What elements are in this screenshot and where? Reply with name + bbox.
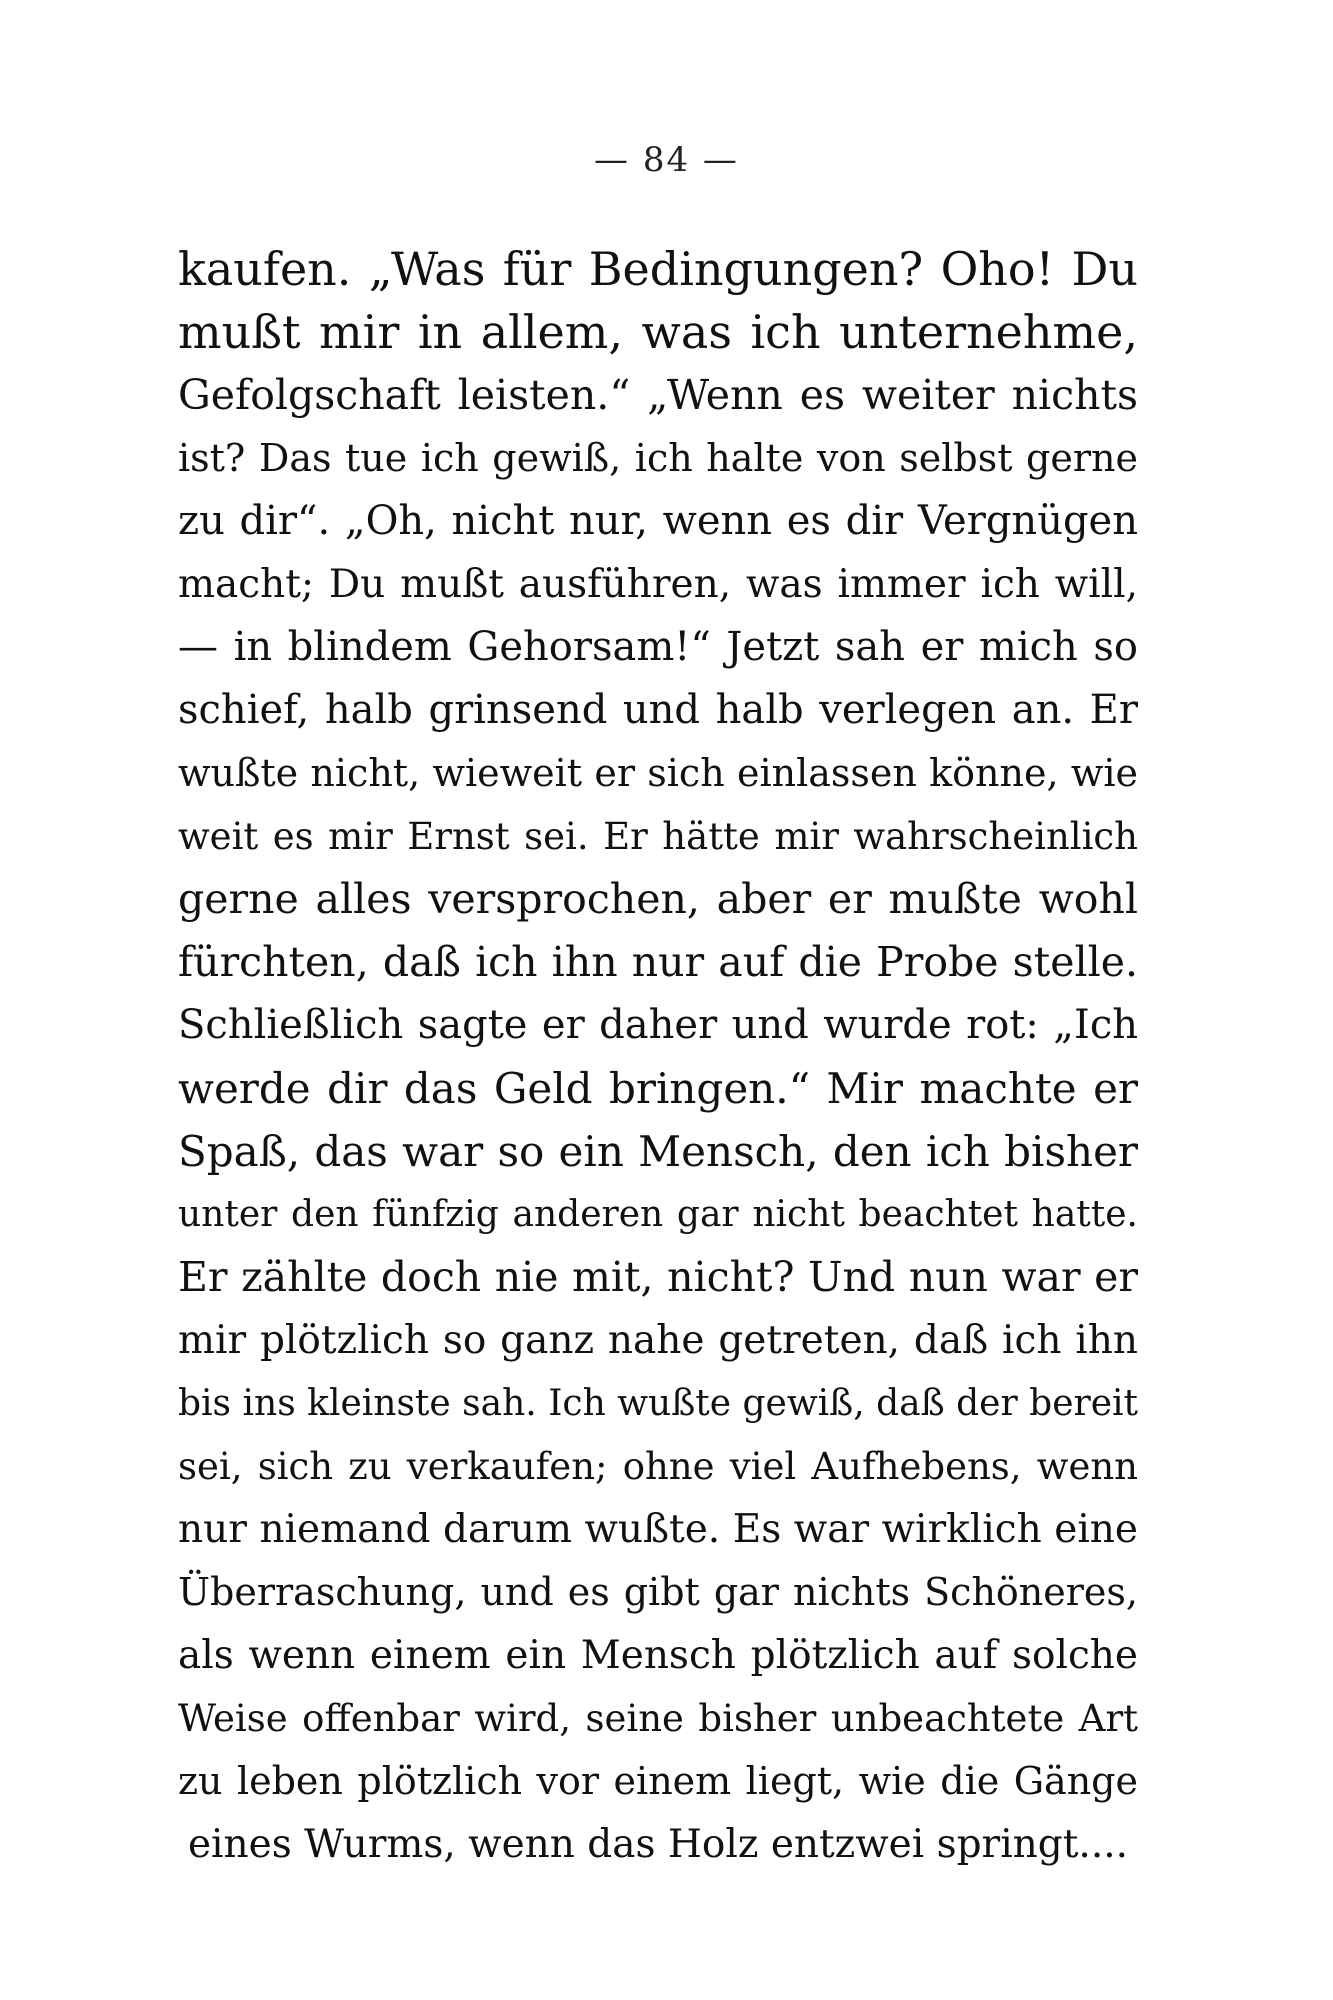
text-line: Schließlich sagte er daher und wurde rot: „Ich: [178, 1002, 1138, 1048]
text-line: Überraschung, und es gibt gar nichts Schöneres,: [178, 1570, 1138, 1614]
text-line: Weise offenbar wird, seine bisher unbeachtete Art: [178, 1697, 1138, 1740]
text-line: zu leben plötzlich vor einem liegt, wie die Gänge: [178, 1759, 1138, 1803]
text-line: bis ins kleinste sah. Ich wußte gewiß, daß der bereit: [178, 1383, 1138, 1424]
text-line: Er zählte doch nie mit, nicht? Und nun war er: [178, 1253, 1138, 1301]
text-line: als wenn einem ein Mensch plötzlich auf solche: [178, 1633, 1138, 1678]
text-line: macht; Du mußt ausführen, was immer ich will,: [178, 562, 1138, 607]
text-line: kaufen. „Was für Bedingungen? Oho! Du: [178, 242, 1138, 296]
text-line: werde dir das Geld bringen.“ Mir machte er: [178, 1064, 1138, 1113]
text-line-last: eines Wurms, wenn das Holz entzwei springt....: [187, 1822, 1129, 1867]
text-line: sei, sich zu verkaufen; ohne viel Aufhebens, wenn: [178, 1445, 1138, 1488]
text-line: — in blindem Gehorsam!“ Jetzt sah er mich so: [178, 624, 1138, 670]
text-line: wußte nicht, wieweit er sich einlassen könne, wie: [178, 751, 1138, 795]
text-line: schief, halb grinsend und halb verlegen an. Er: [178, 687, 1138, 733]
text-line: mußt mir in allem, was ich unternehme,: [178, 305, 1138, 359]
text-line: Gefolgschaft leisten.“ „Wenn es weiter nichts: [178, 371, 1138, 419]
text-line: Spaß, das war so ein Mensch, den ich bisher: [178, 1127, 1138, 1176]
text-line: fürchten, daß ich ihn nur auf die Probe stelle.: [178, 938, 1138, 986]
text-line: zu dir“. „Oh, nicht nur, wenn es dir Vergnügen: [178, 498, 1138, 544]
page-number: — 84 —: [594, 140, 739, 180]
text-line: unter den fünfzig anderen gar nicht beachtet hatte.: [178, 1194, 1138, 1235]
text-line: gerne alles versprochen, aber er mußte wohl: [178, 875, 1138, 923]
body-text: [178, 238, 1138, 1876]
text-line: nur niemand darum wußte. Es war wirklich eine: [178, 1507, 1138, 1552]
text-line: ist? Das tue ich gewiß, ich halte von selbst gerne: [178, 436, 1138, 480]
text-line: mir plötzlich so ganz nahe getreten, daß ich ihn: [178, 1318, 1138, 1363]
text-line: weit es mir Ernst sei. Er hätte mir wahrscheinlich: [178, 815, 1138, 858]
